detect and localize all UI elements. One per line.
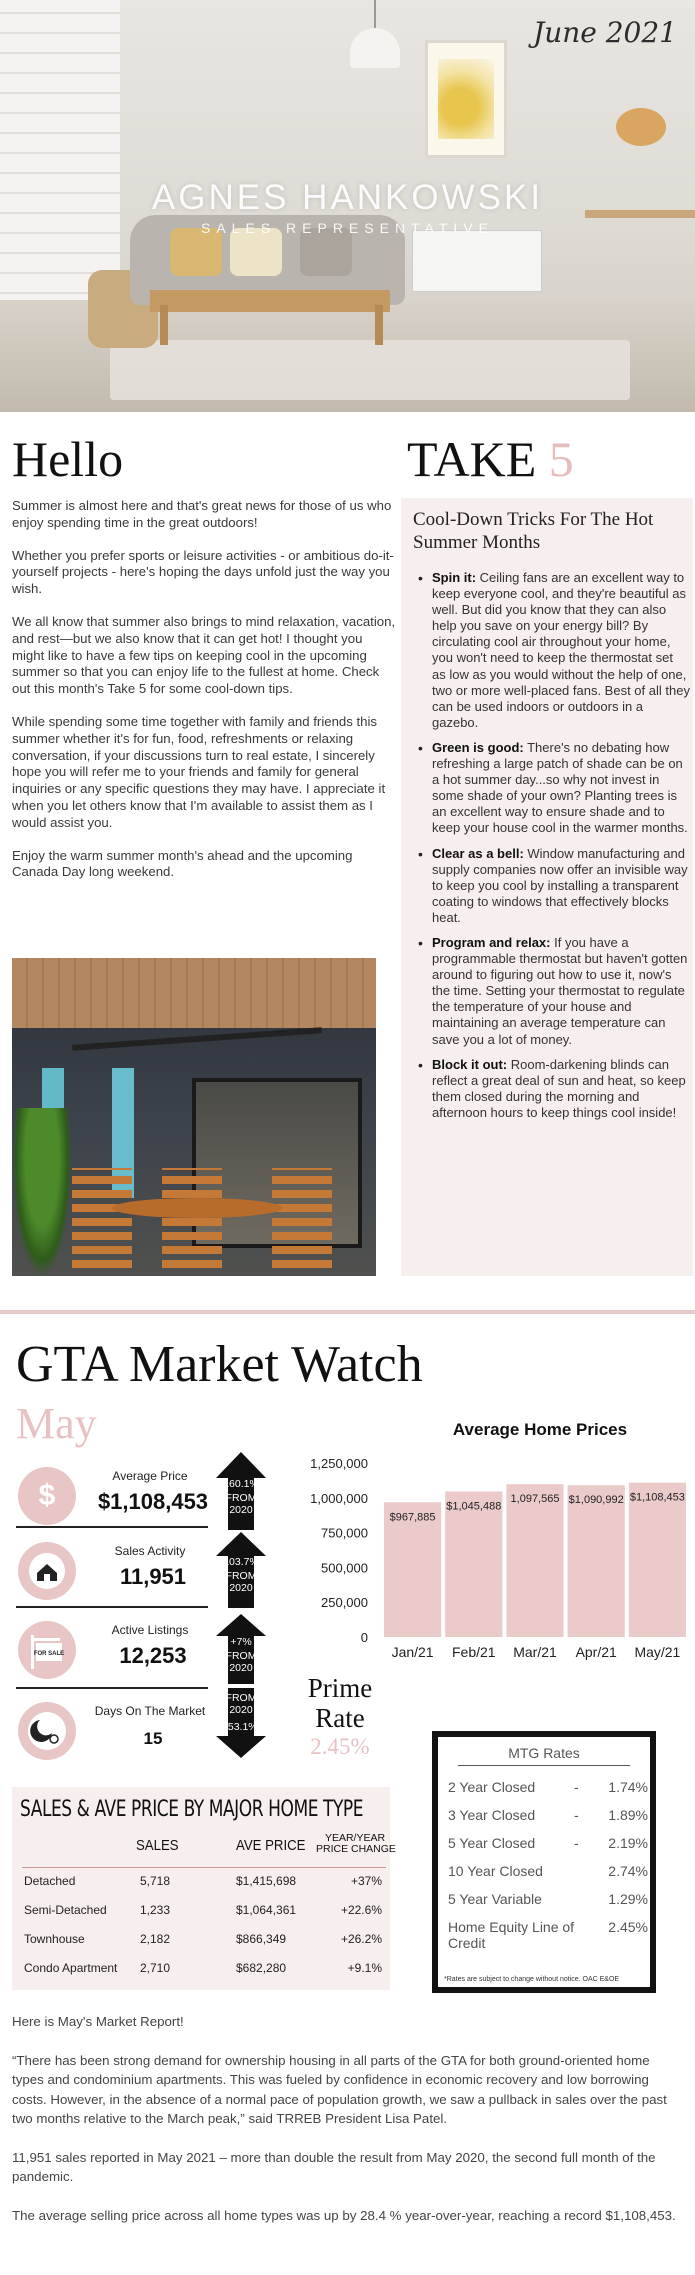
hello-paragraph: We all know that summer also brings to mind relaxation, vacation, and rest—but we also know that it can get hot! I thought you might like to have a few tips on keeping cool in the upcoming summer so that you can enjoy life to the fullest at home. Check out this month's Take 5 for some cool-down tips. (12, 613, 396, 697)
mtg-rate: 2.19% (608, 1835, 648, 1851)
market-month: May (16, 1399, 97, 1448)
mtg-rate: 1.74% (608, 1779, 648, 1795)
mtg-term: 5 Year Closed (448, 1835, 536, 1851)
report-paragraph: Here is May's Market Report! (12, 2014, 184, 2029)
table-row (24, 1874, 386, 1894)
cabinet (412, 230, 542, 292)
x-tick-label: Apr/21 (575, 1644, 617, 1660)
cell-price: $1,415,698 (236, 1874, 297, 1888)
issue-date: June 2021 (532, 16, 677, 49)
mtg-title: MTG Rates (458, 1745, 630, 1766)
stat-label: Active Listings (111, 1623, 189, 1637)
table-row (24, 1903, 386, 1923)
tip-heading: Block it out: (432, 1056, 508, 1072)
hello-body (12, 498, 397, 897)
sales-table-title: SALES & AVE PRICE BY MAJOR HOME TYPE (20, 1797, 364, 1822)
tip-heading: Clear as a bell: (432, 845, 524, 861)
mtg-rate: 2.45% (608, 1919, 648, 1935)
y-tick-label: 750,000 (321, 1525, 368, 1541)
wicker-pendant (616, 108, 666, 146)
tip-heading: Green is good: (432, 739, 524, 755)
list-item (416, 1057, 690, 1121)
stat-value: 11,951 (119, 1564, 187, 1589)
col-header-change-line: YEAR/YEAR (324, 1832, 386, 1844)
x-tick-label: Jan/21 (391, 1644, 434, 1660)
take5-number: 5 (548, 431, 574, 487)
list-item (416, 570, 690, 731)
stat-value: 12,253 (119, 1643, 187, 1668)
cell-sales: 2,182 (140, 1932, 171, 1946)
bar-value-label: $967,885 (389, 1511, 436, 1524)
cell-type: Condo Apartment (24, 1961, 118, 1975)
change-arrow-up (216, 1532, 266, 1608)
bar (629, 1483, 686, 1637)
x-tick-label: May/21 (634, 1644, 681, 1660)
change-value: +7% (230, 1636, 252, 1648)
bar (445, 1491, 502, 1637)
mtg-note: *Rates are subject to change without notice. OAC E&OE (444, 1976, 620, 1983)
stat-sales-activity (16, 1535, 216, 1609)
agent-role: SALES REPRESENTATIVE (201, 220, 494, 236)
wall-art (425, 40, 507, 158)
table-row (24, 1932, 386, 1952)
hello-paragraph: While spending some time together with family and friends this summer whether it's for fun, food, refreshments or relaxing conversation, if your discussions turn to real estate, I sincerely hope you will refer me to your friends and family for general inquiries or any specific questions they may have. I appreciate it when you let others know that I'm available to assist them as I would assist you. (12, 713, 386, 830)
list-item (416, 740, 690, 837)
divider (16, 1606, 208, 1608)
y-tick-label: 250,000 (321, 1595, 368, 1611)
bar (506, 1484, 563, 1637)
cell-sales: 1,233 (140, 1903, 171, 1917)
ceiling-fan (72, 1027, 322, 1050)
change-value: 103.7% (223, 1556, 259, 1568)
col-header-sales: SALES (136, 1837, 179, 1854)
hello-paragraph: Whether you prefer sports or leisure activities - or ambitious do-it-yourself projects - here's hoping the days unfold just the way you wish. (12, 547, 394, 597)
list-item (416, 846, 690, 926)
change-value: -53.1% (224, 1721, 258, 1733)
hello-paragraph: Summer is almost here and that's great news for those of us who enjoy spending time in the great outdoors! (12, 498, 392, 530)
change-arrow-up (216, 1614, 266, 1684)
mtg-rate: 2.74% (608, 1863, 648, 1879)
bar-value-label: 1,097,565 (510, 1493, 560, 1506)
tip-text: Ceiling fans are an excellent way to keep everyone cool, and they're beautiful as well. But did you know that they can also help you save on your energy bill? By circulating cool air throughout your home, you won't need to keep the thermostat set as low as you would without the help of one, two or more well-placed fans. Best of all they can be used indoors or outdoors in a gazebo. (432, 570, 690, 730)
stat-days-on-market (16, 1695, 216, 1769)
mtg-term: 10 Year Closed (448, 1863, 543, 1879)
take5-heading (407, 430, 574, 488)
mtg-term: 5 Year Variable (448, 1891, 542, 1907)
mtg-rate: 1.29% (608, 1891, 648, 1907)
stat-value: $1,108,453 (97, 1489, 209, 1514)
sofa-base (150, 290, 390, 312)
prime-rate-value: 2.45% (310, 1734, 370, 1759)
bar-value-label: $1,090,992 (568, 1494, 624, 1507)
change-sub: FROM 2020 (225, 1570, 257, 1594)
cell-sales: 5,718 (140, 1874, 171, 1888)
patio-photo (12, 958, 376, 1276)
mtg-dash: - (574, 1779, 579, 1795)
divider (22, 1867, 386, 1868)
svg-text:FOR SALE: FOR SALE (33, 1651, 65, 1657)
mtg-term: 3 Year Closed (448, 1807, 536, 1823)
dollar-icon: $ (38, 1479, 56, 1512)
cell-type: Townhouse (24, 1932, 85, 1946)
stat-label: Sales Activity (114, 1544, 186, 1558)
report-paragraph: “There has been strong demand for ownership housing in all parts of the GTA for both ground-oriented home types and condominium apartments. This was fueled by confidence in economic recovery and low borrowing costs. However, in the absence of a normal pace of population growth, we saw a pullback in sales over the past two months relative to the March peak,” said TRREB President Lisa Patel. (12, 2052, 667, 2126)
stat-active-listings (16, 1614, 216, 1688)
take5-word: TAKE (407, 431, 537, 487)
divider (16, 1526, 208, 1528)
bar (568, 1485, 625, 1637)
y-tick-label: 500,000 (321, 1560, 368, 1576)
tip-text: Window manufacturing and supply companies now offer an invisible way to keep you cool by installing a transparent coating to windows that effectively blocks heat. (432, 845, 688, 925)
agent-name: AGNES HANKOWSKI (151, 178, 544, 217)
rug (110, 340, 630, 400)
col-header-change-line: PRICE CHANGE (316, 1843, 396, 1855)
pendant-lamp (340, 0, 410, 70)
cell-change: +37% (350, 1874, 382, 1888)
market-report (12, 2012, 682, 2244)
list-item (416, 935, 690, 1048)
cell-price: $866,349 (236, 1932, 287, 1946)
y-tick-label: 1,250,000 (310, 1456, 368, 1471)
col-header-price: AVE PRICE (236, 1837, 306, 1854)
y-tick-label: 1,000,000 (310, 1490, 368, 1506)
col-header-change (316, 1833, 394, 1855)
tips-list (416, 570, 690, 1130)
mtg-term: Home Equity Line of Credit (448, 1919, 575, 1951)
tip-heading: Program and relax: (432, 934, 551, 950)
mtg-rates-box (432, 1731, 656, 1993)
divider (16, 1687, 208, 1689)
hello-paragraph: Enjoy the warm summer month's ahead and the upcoming Canada Day long weekend. (12, 847, 353, 880)
market-heading: GTA Market Watch (16, 1336, 423, 1393)
mtg-dash: - (574, 1807, 579, 1823)
tip-text: If you have a programmable thermostat but haven't gotten around to figuring out how to use it, now's the time. Setting your thermostat to regulate the temperature of your house and maintaining an average temperature can save you a lot of money. (432, 934, 688, 1047)
hello-heading: Hello (12, 431, 124, 487)
cell-type: Semi-Detached (24, 1903, 107, 1917)
stat-average-price (16, 1460, 216, 1534)
x-tick-label: Feb/21 (452, 1644, 496, 1660)
cell-change: +26.2% (340, 1932, 382, 1946)
cell-type: Detached (24, 1874, 76, 1888)
x-tick-label: Mar/21 (513, 1644, 557, 1660)
sofa-leg (160, 305, 168, 345)
for-sale-sign-icon (18, 1621, 76, 1679)
cell-price: $1,064,361 (236, 1903, 297, 1917)
bar-value-label: $1,045,488 (446, 1500, 502, 1513)
chart-title: Average Home Prices (452, 1420, 628, 1439)
mtg-rate: 1.89% (608, 1807, 648, 1823)
cell-change: +22.6% (340, 1903, 382, 1917)
house-icon (18, 1542, 76, 1600)
mtg-dash: - (574, 1835, 579, 1851)
change-sub: FROM 2020 (225, 1650, 257, 1674)
section-divider (0, 1310, 695, 1314)
tip-heading: Spin it: (432, 570, 477, 585)
report-paragraph: The average selling price across all home types was up by 28.4 % year-over-year, reaching a record $1,108,453. (12, 2207, 676, 2223)
report-paragraph: 11,951 sales reported in May 2021 – more than double the result from May 2020, the second full month of the pandemic. (12, 2149, 656, 2184)
cell-sales: 2,710 (140, 1961, 171, 1975)
change-arrow-down (216, 1688, 266, 1758)
change-arrow-up (216, 1452, 266, 1530)
bar-value-label: $1,108,453 (629, 1491, 685, 1504)
hero-banner (0, 0, 695, 412)
mtg-term: 2 Year Closed (448, 1779, 536, 1795)
take5-subtitle: Cool-Down Tricks For The Hot Summer Months (413, 509, 654, 553)
change-sub: FROM 2020 (225, 1492, 257, 1516)
stat-label: Average Price (112, 1469, 188, 1483)
change-sub: FROM 2020 (225, 1692, 257, 1716)
cell-change: +9.1% (347, 1961, 382, 1975)
average-price-chart (290, 1445, 690, 1675)
cell-price: $682,280 (236, 1961, 287, 1975)
tip-text: There's no debating how refreshing a large patch of shade can be on a hot summer day...so why not invest in some shade of your own? Planting trees is an excellent way to ensure shade and to keep your house cool in the warmer months. (432, 739, 688, 836)
table-row (24, 1961, 386, 1981)
stat-value: 15 (143, 1729, 163, 1748)
stat-label: Days On The Market (94, 1704, 206, 1718)
prime-rate-label: Prime Rate (307, 1673, 373, 1733)
sofa-leg (375, 305, 383, 345)
moon-sun-icon (18, 1702, 76, 1760)
tip-text: Room-darkening blinds can reflect a great deal of sun and heat, so keep them closed during the morning and afternoon hours to keep things cool inside! (432, 1056, 686, 1120)
change-value: 160.1% (223, 1478, 259, 1490)
y-tick-label: 0 (360, 1630, 368, 1645)
